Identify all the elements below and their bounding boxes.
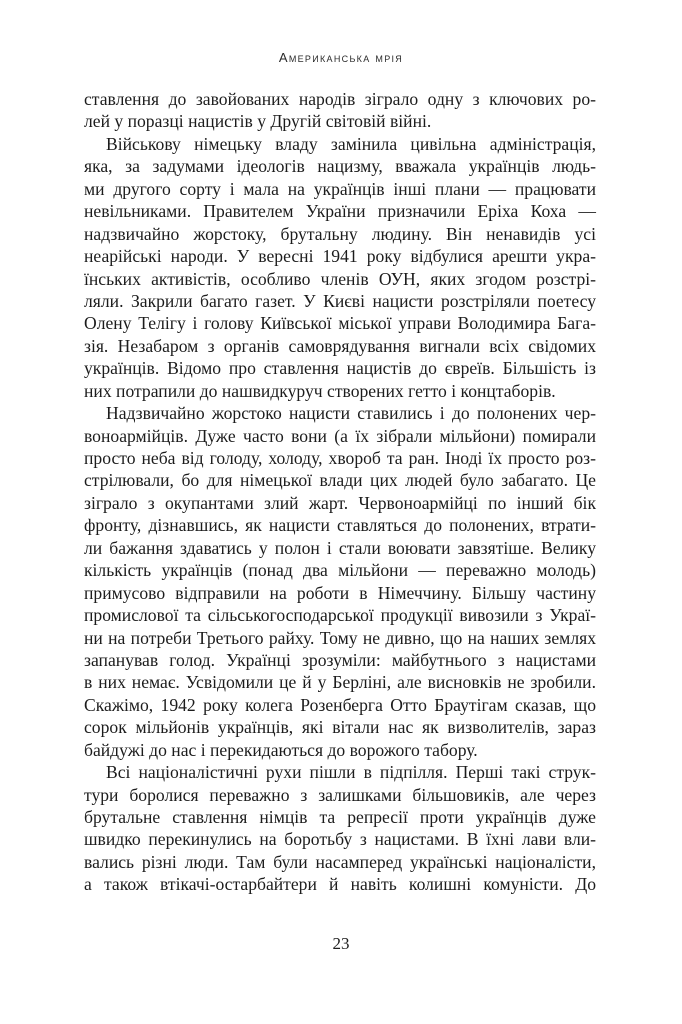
text-line: Надзвичайно жорстоко нацисти ставились і до полонених чер- bbox=[106, 403, 596, 424]
text-line: а також втікачі-остарбайтери й навіть колишні комуністи. До bbox=[84, 874, 596, 895]
text-line: українців. Відомо про ставлення нацистів до євреїв. Більшість із bbox=[84, 358, 596, 379]
text-line: байдужі до нас і перекидаються до ворожого табору. bbox=[84, 739, 478, 760]
text-line: яка, за задумами ідеологів нацизму, вважала українців людь- bbox=[84, 156, 596, 177]
text-line: Всі націоналістичні рухи пішли в підпілля. Перші такі струк- bbox=[106, 762, 596, 783]
paragraph bbox=[84, 402, 596, 761]
text-line: сорок мільйонів українців, які вітали нас як визволителів, зараз bbox=[84, 717, 596, 738]
text-line: неарійські народи. У вересні 1941 року відбулися арешти укра- bbox=[84, 246, 596, 267]
paragraph bbox=[84, 133, 596, 402]
paragraph bbox=[84, 761, 596, 896]
text-line: брутальне ставлення німців та репресії проти українців дуже bbox=[84, 807, 596, 827]
text-line: в них немає. Усвідомили це й у Берліні, але висновків не зробили. bbox=[84, 672, 596, 693]
text-line: вались різні люди. Там були насамперед українські націоналісти, bbox=[84, 851, 596, 872]
text-line: стрілювали, бо для німецької влади цих людей було забагато. Це bbox=[84, 470, 596, 491]
text-line: ни на потреби Третього райху. Тому не дивно, що на наших землях bbox=[84, 627, 596, 648]
text-line: кількість українців (понад два мільйони — переважно молодь) bbox=[84, 560, 596, 581]
text-line: примусово відправили на роботи в Німеччину. Більшу частину bbox=[84, 582, 596, 603]
text-line: ставлення до завойованих народів зіграло одну з ключових ро- bbox=[84, 89, 596, 109]
text-line: ли бажання здаватись у полон і стали воювати завзятіше. Велику bbox=[84, 537, 596, 558]
text-line: воноармійців. Дуже часто вони (а їх зібрали мільйони) помирали bbox=[84, 425, 596, 446]
text-line: їнських активістів, особливо членів ОУН, яких згодом розстрі- bbox=[84, 268, 596, 289]
text-line: ми другого сорту і мала на українців інші плани — працювати bbox=[84, 178, 596, 199]
text-line: промислової та сільськогосподарської продукції вивозили з Украї- bbox=[84, 605, 596, 626]
text-line: надзвичайно жорстоку, брутальну людину. Він ненавидів усі bbox=[84, 223, 596, 244]
text-line: фронту, дізнавшись, як нацисти ставляться до полонених, втрати- bbox=[84, 515, 596, 536]
text-line: запанував голод. Українці зрозуміли: майбутнього з нацистами bbox=[84, 649, 596, 670]
text-line: невільниками. Правителем України призначили Еріха Коха — bbox=[84, 201, 596, 222]
text-line: Скажімо, 1942 року колега Розенберга Отто Браутігам сказав, що bbox=[84, 694, 596, 715]
text-line: швидко перекинулись на боротьбу з нацистами. В їхні лави вли- bbox=[84, 829, 596, 850]
text-line: зія. Незабаром з органів самоврядування вигнали всіх свідомих bbox=[84, 335, 596, 356]
text-line: Олену Телігу і голову Київської міської управи Володимира Бага- bbox=[84, 313, 596, 334]
running-header: Американська мрія bbox=[278, 50, 404, 65]
text-line: Військову німецьку владу замінила цивільна адміністрація, bbox=[106, 133, 596, 154]
text-line: лей у поразці нацистів у Другій світовій війні. bbox=[84, 111, 432, 132]
text-line: них потрапили до нашвидкуруч створених гетто і концтаборів. bbox=[84, 380, 556, 401]
text-line: просто неба від голоду, холоду, хвороб та ран. Іноді їх просто роз- bbox=[84, 448, 596, 468]
text-line: ляли. Закрили багато газет. У Києві нацисти розстріляли поетесу bbox=[84, 290, 596, 311]
body-text bbox=[84, 88, 596, 896]
text-line: тури боролися переважно з залишками більшовиків, але через bbox=[84, 784, 596, 805]
text-line: зіграло з окупантами злий жарт. Червоноармійці по інший бік bbox=[84, 492, 596, 513]
paragraph bbox=[84, 88, 596, 133]
page-number: 23 bbox=[332, 934, 350, 953]
